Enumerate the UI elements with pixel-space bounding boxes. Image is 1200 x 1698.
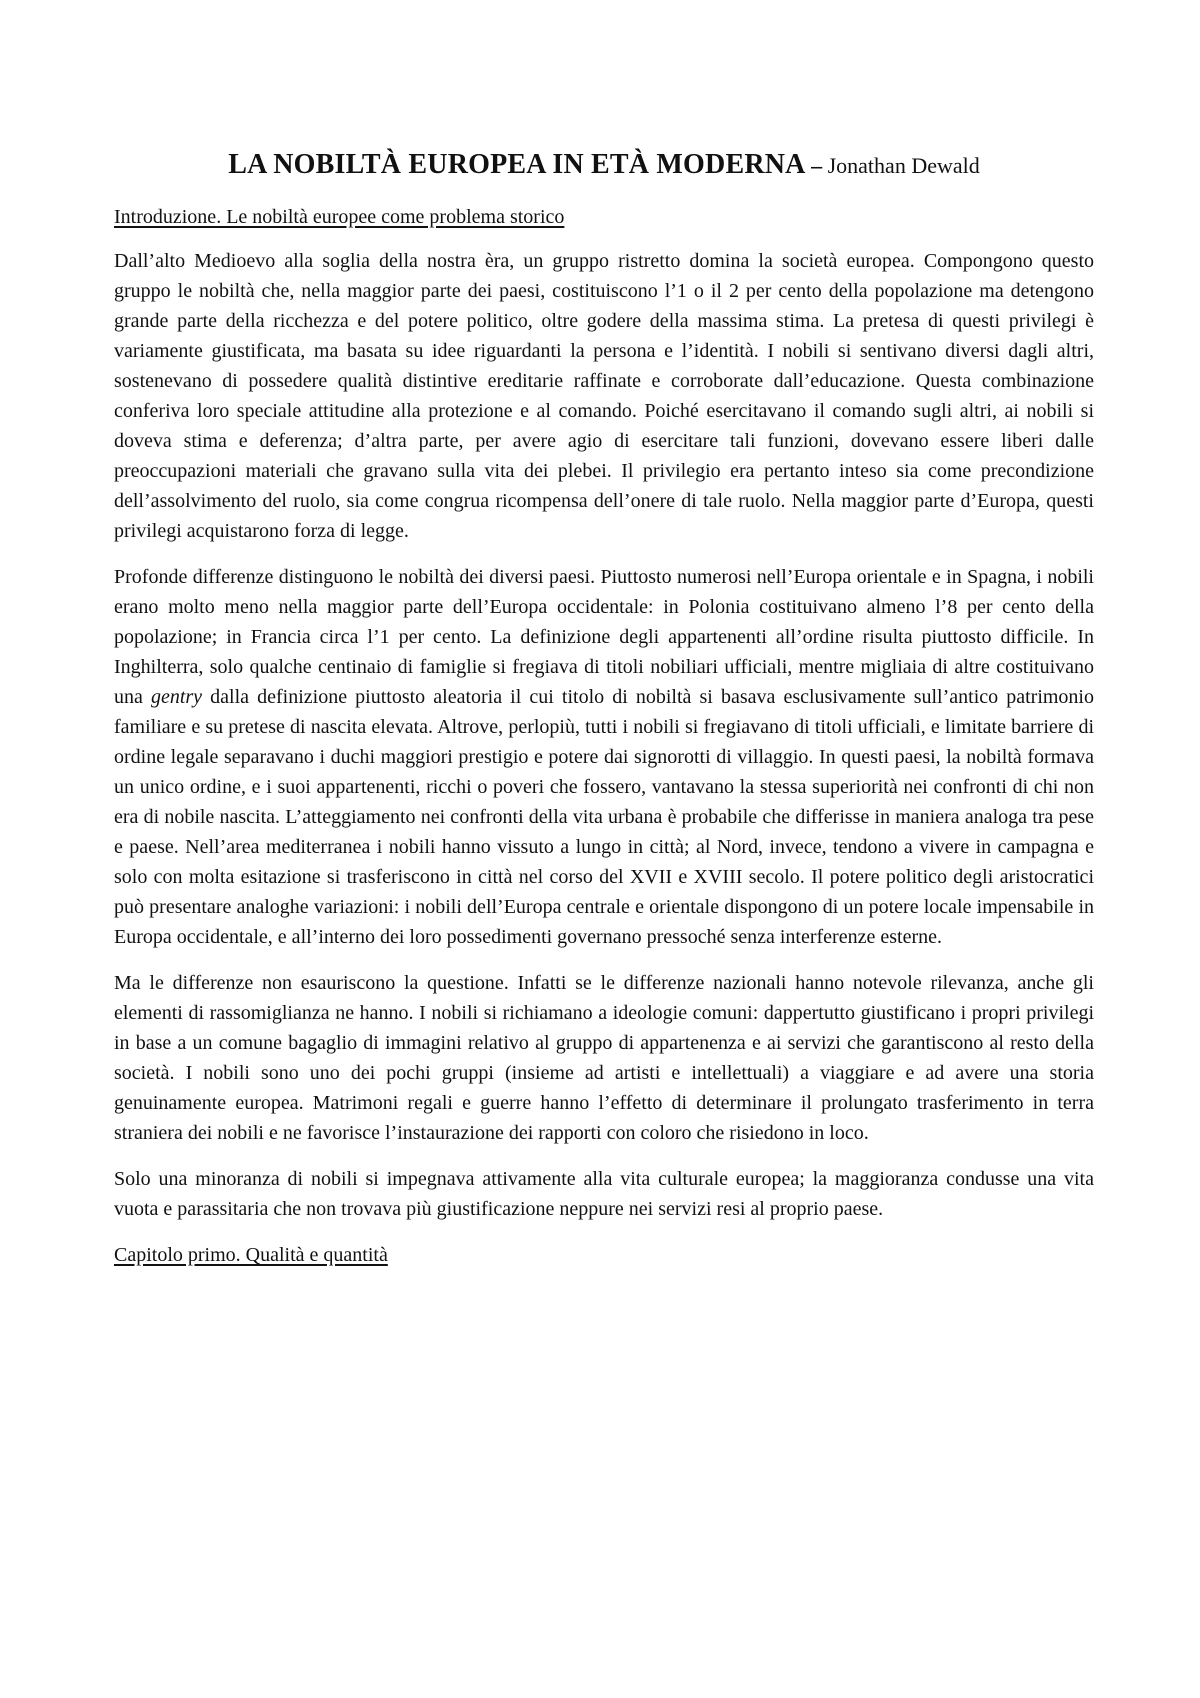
gentry-italic-term: gentry <box>150 686 203 708</box>
section-heading-capitolo-primo: Capitolo primo. Qualità e quantità <box>114 1244 388 1266</box>
paragraph-4-text: Solo una minoranza di nobili si impegnava attivamente alla vita culturale europea; la maggioranza condusse una vita vuota e parassitaria che non trovava più giustificazione neppure nei servizi resi al proprio paese. <box>114 1168 1094 1220</box>
title-text: LA NOBILTÀ EUROPEA IN ETÀ MODERNA <box>228 149 806 180</box>
document-title <box>114 144 1094 184</box>
paragraph-3 <box>114 968 1094 1148</box>
paragraph-2 <box>114 562 1094 952</box>
author-name: Jonathan Dewald <box>827 153 980 178</box>
paragraph-1-text: Dall’alto Medioevo alla soglia della nostra èra, un gruppo ristretto domina la società europea. Compongono questo gruppo le nobiltà che, nella maggior parte dei paesi, costituiscono l’1 o il 2 per cento della popolazione ma detengono grande parte della ricchezza e del potere politico, oltre godere della massima stima. La pretesa di questi privilegi è variamente giustificata, ma basata su idee riguardanti la persona e l’identità. I nobili si sentivano diversi dagli altri, sostenevano di possedere qualità distintive ereditarie raffinate e corroborate dall’educazione. Questa combinazione conferiva loro speciale attitudine alla protezione e al comando. Poiché esercitavano il comando sugli altri, ai nobili si doveva stima e deferenza; d’altra parte, per avere agio di esercitare tali funzioni, dovevano essere liberi dalle preoccupazioni materiali che gravano sulla vita dei plebei. Il privilegio era pertanto inteso sia come precondizione dell’assolvimento del ruolo, sia come congrua ricompensa dell’onere di tale ruolo. Nella maggior parte d’Europa, questi privilegi acquistarono forza di legge. <box>114 250 1094 542</box>
paragraph-2-text-b: dalla definizione piuttosto aleatoria il cui titolo di nobiltà si basava esclusivamente sull’antico patrimonio familiare e su pretese di nascita elevata. Altrove, perlopiù, tutti i nobili si fregiavano di titoli ufficiali, e limitate barriere di ordine legale separavano i duchi maggiori prestigio e potere dai signorotti di villaggio. In questi paesi, la nobiltà formava un unico ordine, e i suoi appartenenti, ricchi o poveri che fossero, vantavano la stessa superiorità nei confronti di chi non era di nobile nascita. L’atteggiamento nei confronti della vita urbana è probabile che differisse in maniera analoga tra pese e paese. Nell’area mediterranea i nobili hanno vissuto a lungo in città; al Nord, invece, tendono a vivere in campagna e solo con molta esitazione si trasferiscono in città nel corso del XVII e XVIII secolo. Il potere politico degli aristocratici può presentare analoghe variazioni: i nobili dell’Europa centrale e orientale dispongono di un potere locale impensabile in Europa occidentale, e all’interno dei loro possedimenti governano pressoché senza interferenze esterne. <box>114 686 1094 948</box>
document-content <box>114 144 1094 1284</box>
paragraph-4 <box>114 1164 1094 1224</box>
paragraph-3-text: Ma le differenze non esauriscono la questione. Infatti se le differenze nazionali hanno notevole rilevanza, anche gli elementi di rassomiglianza ne hanno. I nobili si richiamano a ideologie comuni: dappertutto giustificano i propri privilegi in base a un comune bagaglio di immagini relativo al gruppo di appartenenza e ai servizi che garantiscono al resto della società. I nobili sono uno dei pochi gruppi (insieme ad artisti e intellettuali) a viaggiare e ad avere una storia genuinamente europea. Matrimoni regali e guerre hanno l’effetto di determinare il prolungato trasferimento in terra straniera dei nobili e ne favorisce l’instaurazione dei rapporti con coloro che risiedono in loco. <box>114 972 1094 1144</box>
paragraph-2-text-a: Profonde differenze distinguono le nobiltà dei diversi paesi. Piuttosto numerosi nell’Europa orientale e in Spagna, i nobili erano molto meno nella maggior parte dell’Europa occidentale: in Polonia costituivano almeno l’8 per cento della popolazione; in Francia circa l’1 per cento. La definizione degli appartenenti all’ordine risulta piuttosto difficile. In Inghilterra, solo qualche centinaio di famiglie si fregiava di titoli nobiliari ufficiali, mentre migliaia di altre costituivano una <box>114 566 1094 708</box>
paragraph-1 <box>114 246 1094 546</box>
section-heading-introduzione: Introduzione. Le nobiltà europee come problema storico <box>114 206 565 228</box>
author-separator: – <box>805 153 828 178</box>
